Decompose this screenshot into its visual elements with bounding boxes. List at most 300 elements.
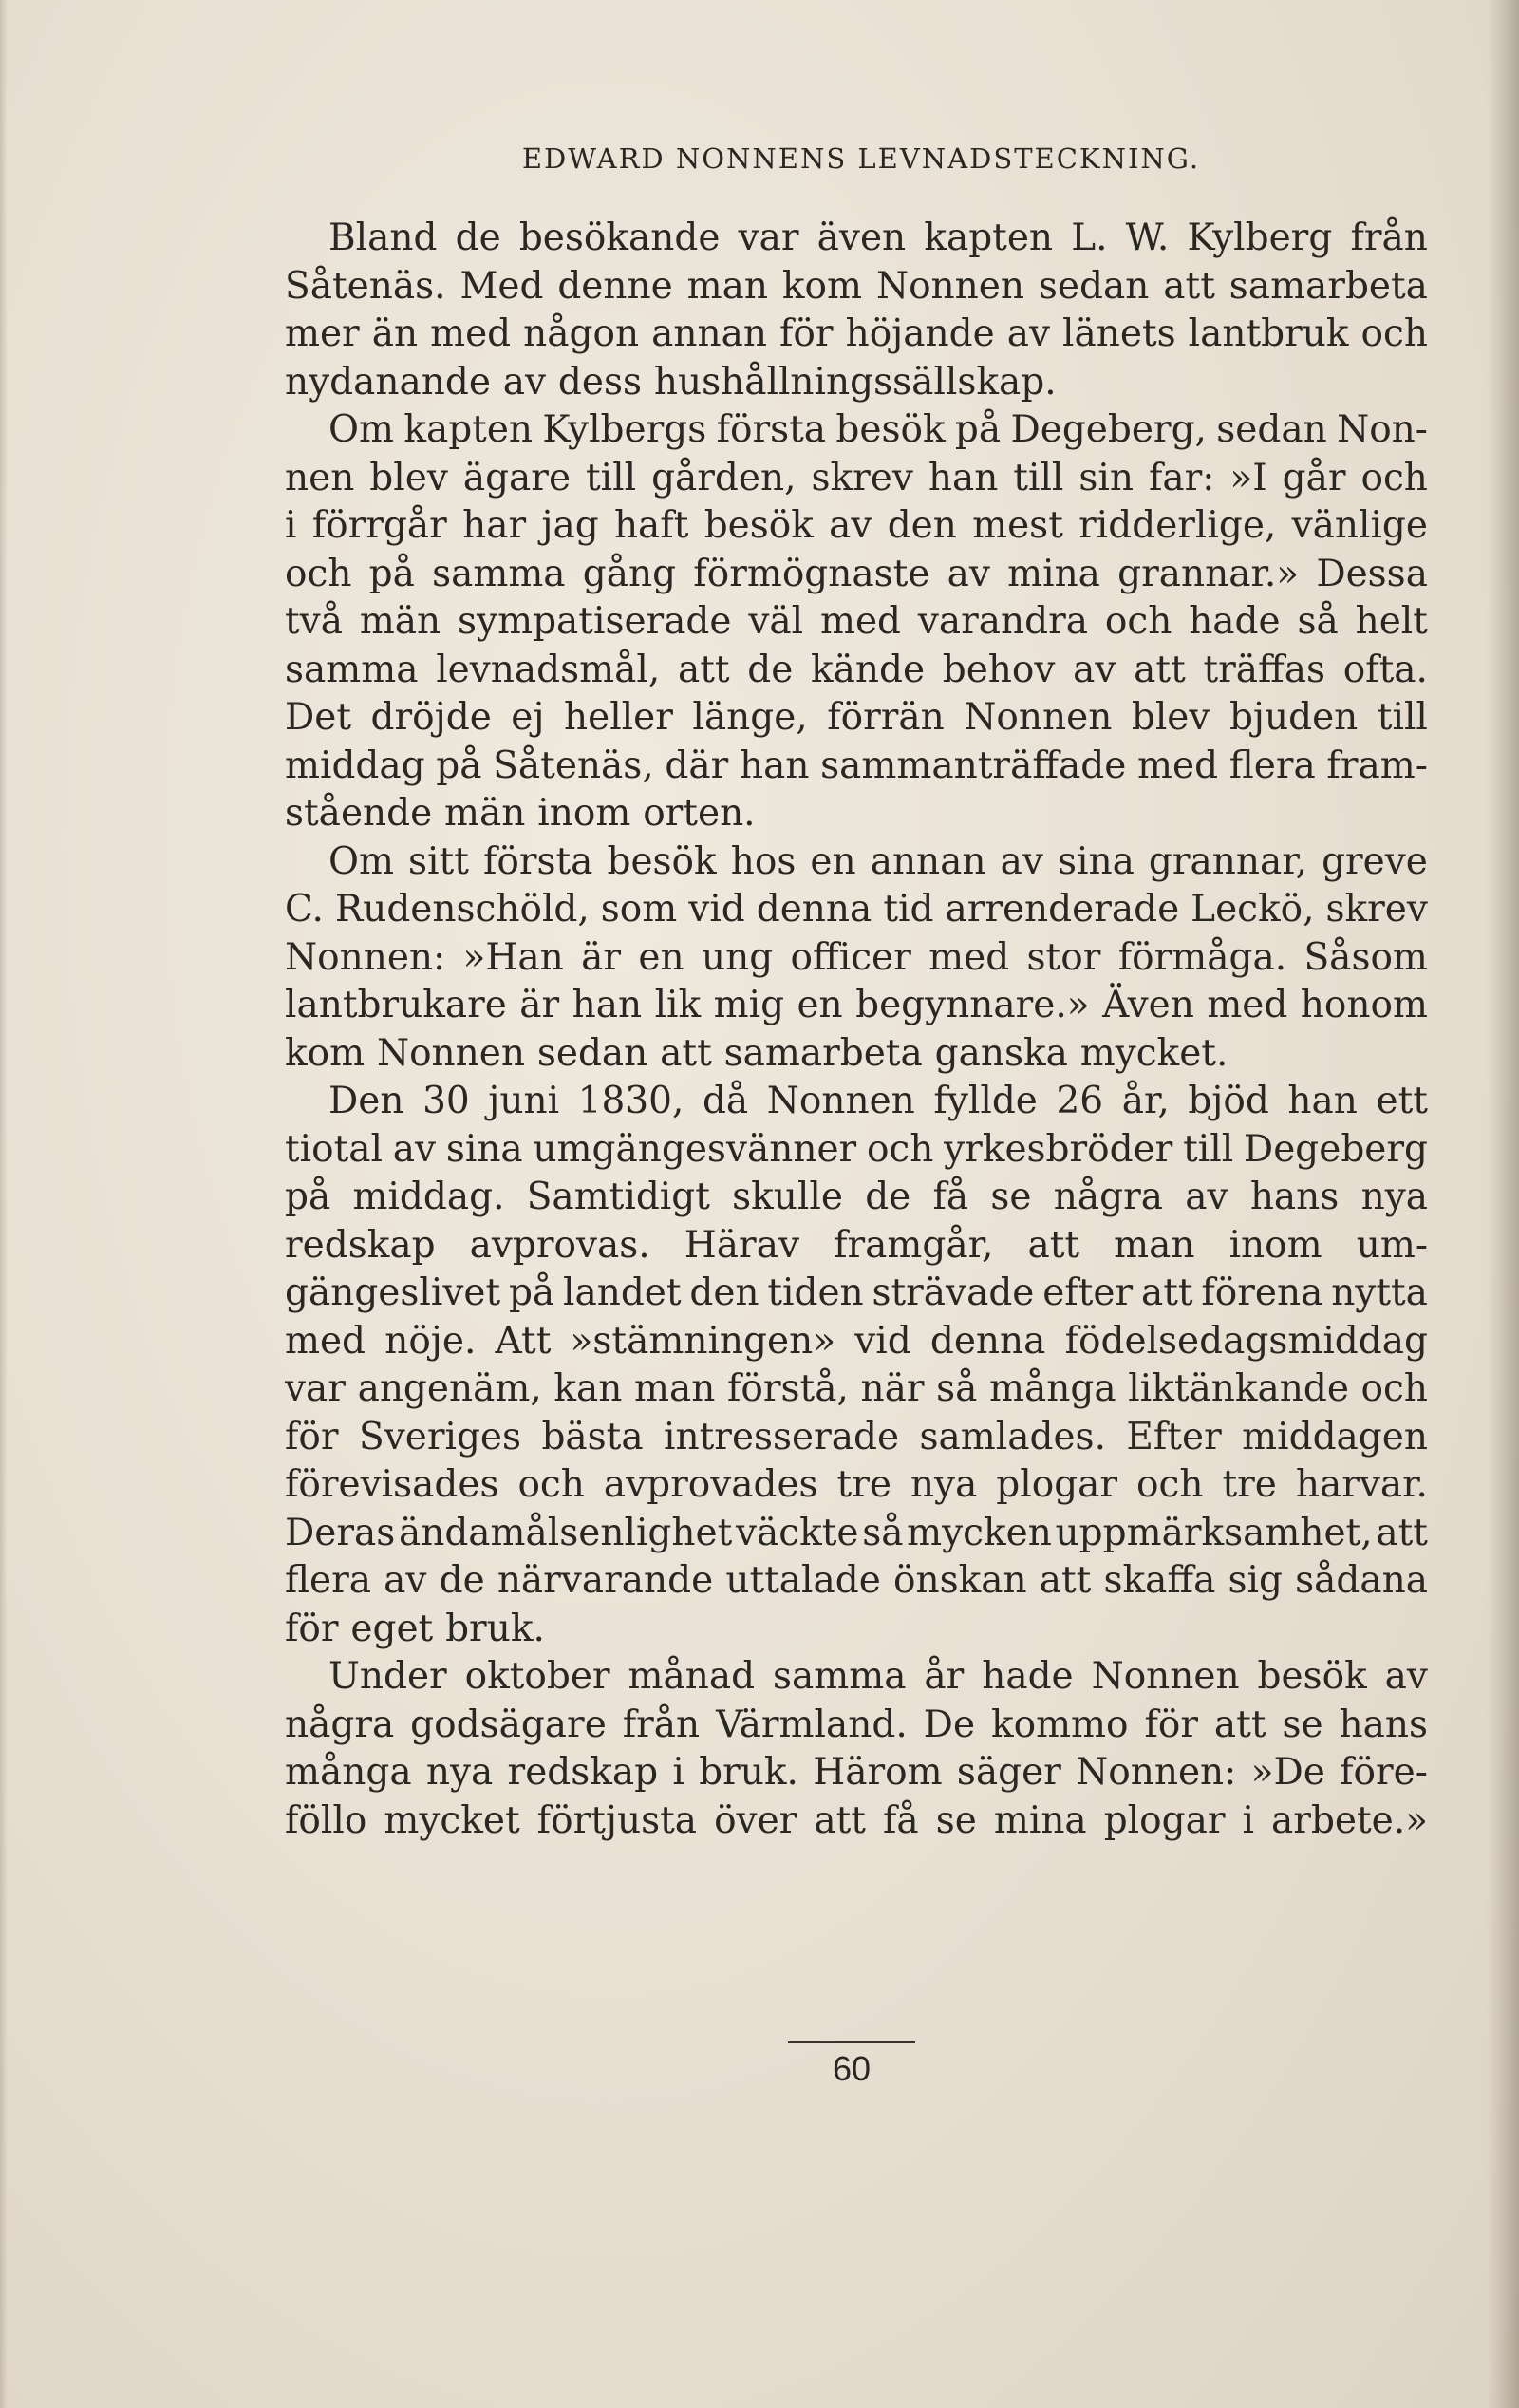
word: C. [285, 888, 324, 931]
text-line [285, 1078, 1428, 1126]
word: eget [350, 1607, 434, 1650]
footer-rule [788, 2041, 915, 2043]
word: de [439, 1559, 485, 1602]
word: en [797, 984, 843, 1026]
text-line [285, 982, 1428, 1030]
word: förmåga. [1117, 935, 1287, 979]
text-line [285, 598, 1428, 647]
word: tre [1222, 1463, 1277, 1506]
word: att [1163, 264, 1215, 308]
word: Nonnen: [1076, 1751, 1237, 1794]
word: honom [1300, 984, 1428, 1026]
word: helt [1355, 600, 1428, 643]
text-line [285, 1270, 1428, 1318]
word: många [285, 1751, 412, 1794]
word: avprovades [603, 1463, 818, 1506]
word: inom [1228, 1223, 1322, 1267]
word: De [923, 1703, 976, 1746]
word: Bland [328, 216, 438, 259]
word: strävade [872, 1271, 1035, 1314]
word: när [860, 1367, 925, 1410]
word: Värmland. [716, 1703, 908, 1746]
word: många [989, 1367, 1116, 1410]
word: hushållningssällskap. [653, 360, 1057, 404]
word: arrenderade [945, 888, 1180, 931]
word: nydanande [285, 360, 491, 404]
word: middag. [352, 1176, 505, 1218]
word: Även [1102, 984, 1194, 1026]
word: Sveriges [359, 1415, 522, 1458]
text-line [285, 647, 1428, 695]
word: för [1144, 1703, 1198, 1746]
word: tiden [767, 1271, 864, 1314]
word: att [1039, 1559, 1092, 1602]
text-line [285, 455, 1428, 503]
word: höjande [845, 312, 995, 355]
word: Nonnen [766, 1080, 915, 1122]
word: närvarande [497, 1559, 714, 1602]
word: hans [1339, 1703, 1428, 1746]
word: annan [870, 839, 986, 883]
word: vid [854, 1319, 911, 1363]
word: nya [1360, 1176, 1428, 1218]
word: för [779, 312, 834, 355]
text-line [285, 551, 1428, 599]
word: se [990, 1176, 1032, 1218]
word: inom [537, 792, 631, 835]
word: Non- [1337, 408, 1428, 451]
word: av [502, 360, 547, 404]
text-line [285, 263, 1428, 311]
word: ung [701, 935, 774, 979]
word: Såtenäs, [493, 743, 654, 787]
word: Om [328, 839, 394, 883]
word: redskap [507, 1751, 659, 1794]
word: Såsom [1303, 935, 1428, 979]
word: att [814, 1798, 866, 1842]
word: ofta. [1342, 648, 1428, 691]
word: lantbruk [1188, 312, 1349, 355]
text-line [285, 1653, 1428, 1702]
word: ändamålsenlighet [398, 1511, 733, 1554]
word: Nonnen [1091, 1655, 1240, 1698]
word: man [686, 264, 768, 308]
word: mina [1007, 552, 1100, 595]
word: Samtidigt [526, 1176, 710, 1218]
text-line [285, 1606, 1428, 1654]
word: mycken [907, 1511, 1052, 1554]
text-line [285, 1749, 1428, 1797]
word: Härav [684, 1223, 799, 1267]
word: yrkesbröder [944, 1127, 1173, 1171]
word: till [586, 456, 637, 499]
word: att [1140, 1271, 1193, 1314]
text-line [285, 1365, 1428, 1414]
running-head: EDWARD NONNENS LEVNADSTECKNING. [521, 142, 1201, 175]
word: att [660, 1031, 712, 1075]
word: till [1013, 456, 1064, 499]
word: grannar, [1148, 839, 1307, 883]
text-line [285, 790, 1428, 838]
word: man [1114, 1223, 1195, 1267]
word: förmögnaste [693, 552, 930, 595]
word: till [1377, 696, 1428, 739]
word: i [1242, 1798, 1255, 1842]
word: besök [607, 839, 717, 883]
word: liktänkande [1128, 1367, 1349, 1410]
word: besök [835, 408, 946, 451]
word: bjuden [1228, 696, 1359, 739]
word: Kylbergs [542, 408, 707, 451]
word: 30 [422, 1080, 470, 1122]
word: förrgår [311, 504, 447, 547]
word: »Han [462, 935, 564, 979]
word: grannar.» [1117, 552, 1300, 595]
word: umgängesvänner [533, 1127, 857, 1171]
word: samarbeta [1228, 264, 1428, 308]
word: kom [781, 264, 863, 308]
word: skrev [1325, 888, 1428, 931]
word: föllo [285, 1798, 367, 1842]
word: år, [1121, 1080, 1170, 1122]
word: förtjusta [536, 1798, 698, 1842]
word: kan [553, 1367, 623, 1410]
word: mina [993, 1798, 1087, 1842]
word: så [862, 1511, 904, 1554]
word: att [1027, 1223, 1080, 1267]
word: Degeberg [1243, 1127, 1428, 1171]
word: skrev [811, 456, 913, 499]
word: av [1073, 648, 1116, 691]
word: varandra [917, 600, 1089, 643]
word: nöje. [384, 1319, 477, 1363]
word: Under [328, 1655, 447, 1698]
text-line [285, 838, 1428, 887]
word: ridderlige, [1078, 504, 1277, 547]
word: första [482, 839, 593, 883]
word: Nonnen [376, 1031, 525, 1075]
word: Dessa [1316, 552, 1428, 595]
word: jag [541, 504, 599, 547]
word: mig [713, 984, 785, 1026]
word: av [384, 1559, 427, 1602]
text-line [285, 1702, 1428, 1750]
word: han [928, 456, 999, 499]
word: av [1000, 839, 1043, 883]
word: han [572, 984, 643, 1026]
word: gång [582, 552, 677, 595]
body-text [285, 215, 1428, 1845]
word: har [462, 504, 527, 547]
word: samlades. [919, 1415, 1106, 1458]
word: Det [285, 696, 352, 739]
word: han [1287, 1080, 1358, 1122]
word: framgår, [834, 1223, 994, 1267]
word: månad [628, 1655, 756, 1698]
word: nya [910, 1463, 978, 1506]
word: stor [1026, 935, 1101, 979]
word: med [1137, 743, 1219, 787]
word: L. [1071, 216, 1108, 259]
word: kapten [403, 408, 534, 451]
word: Nonnen [964, 696, 1113, 739]
word: heller [564, 696, 673, 739]
word: arbete.» [1271, 1798, 1428, 1842]
word: med [819, 600, 901, 643]
page-number: 60 [832, 2049, 872, 2088]
word: de [865, 1176, 911, 1218]
word: mycket. [1079, 1031, 1228, 1075]
word: fram- [1326, 743, 1428, 787]
word: ganska [934, 1031, 1068, 1075]
text-line [285, 1222, 1428, 1270]
word: ej [511, 696, 545, 739]
text-line [285, 1461, 1428, 1510]
text-line [285, 934, 1428, 983]
word: orten. [643, 792, 756, 835]
word: sina [1057, 839, 1135, 883]
word: på [368, 552, 415, 595]
text-line [285, 406, 1428, 455]
word: på [954, 408, 1002, 451]
word: angenäm, [357, 1367, 542, 1410]
word: även [816, 216, 907, 259]
word: besök [703, 504, 814, 547]
word: samma [772, 1655, 907, 1698]
word: avprovas. [469, 1223, 650, 1267]
word: blev [369, 456, 448, 499]
text-line [285, 1797, 1428, 1846]
word: och [1104, 600, 1172, 643]
word: kom [285, 1031, 366, 1075]
word: och [1360, 312, 1428, 355]
word: Härom [813, 1751, 943, 1794]
word: sådana [1295, 1559, 1428, 1602]
word: förstå, [726, 1367, 849, 1410]
word: begynnare.» [855, 984, 1090, 1026]
word: några [1053, 1176, 1164, 1218]
text-line [285, 310, 1428, 359]
word: med [1207, 984, 1288, 1026]
word: i [285, 504, 297, 547]
word: denna [929, 1319, 1046, 1363]
word: Den [328, 1080, 404, 1122]
word: och [866, 1127, 934, 1171]
word: är [581, 935, 622, 979]
text-line [285, 1174, 1428, 1222]
word: från [1350, 216, 1428, 259]
word: sympatiserade [458, 600, 732, 643]
word: plogar [996, 1463, 1118, 1506]
word: att [677, 648, 730, 691]
word: Nonnen: [285, 935, 446, 979]
word: än [371, 312, 419, 355]
word: intresserade [664, 1415, 900, 1458]
text-line [285, 1030, 1428, 1079]
word: av [947, 552, 990, 595]
word: middagen [1242, 1415, 1428, 1458]
word: Kylberg [1187, 216, 1333, 259]
word: juni [488, 1080, 560, 1122]
word: skaffa [1103, 1559, 1216, 1602]
word: förena [1201, 1271, 1323, 1314]
word: några [285, 1703, 395, 1746]
text-line [285, 502, 1428, 551]
text-line [285, 1414, 1428, 1462]
word: i [672, 1751, 684, 1794]
word: före- [1340, 1751, 1428, 1794]
word: förrän [827, 696, 945, 739]
text-block [285, 142, 1428, 1845]
word: med [285, 1319, 366, 1363]
word: samma [285, 648, 419, 691]
word: gården, [651, 456, 797, 499]
word: bruk. [445, 1607, 545, 1650]
word: samma [432, 552, 566, 595]
word: säger [956, 1751, 1061, 1794]
word: de [747, 648, 794, 691]
word: bjöd [1188, 1080, 1269, 1122]
word: han [739, 743, 810, 787]
word: Om [328, 408, 394, 451]
word: behov [942, 648, 1056, 691]
word: till [1183, 1127, 1234, 1171]
text-line [285, 1126, 1428, 1175]
word: uppmärksamhet, [1055, 1511, 1373, 1554]
word: en [810, 839, 856, 883]
word: år [924, 1655, 965, 1698]
text-line [285, 359, 1428, 407]
word: så [936, 1367, 978, 1410]
word: haft [613, 504, 689, 547]
word: hans [1249, 1176, 1340, 1218]
word: Nonnen [875, 264, 1024, 308]
word: godsägare [410, 1703, 607, 1746]
word: Deras [285, 1511, 396, 1554]
word: landet [562, 1271, 682, 1314]
word: skulle [732, 1176, 843, 1218]
word: av [1006, 312, 1050, 355]
word: nen [285, 456, 355, 499]
word: någon [523, 312, 640, 355]
word: Såtenäs. [285, 264, 446, 308]
word: få [883, 1798, 919, 1842]
word: vid [688, 888, 745, 931]
word: där [665, 743, 729, 787]
word: 26 [1056, 1080, 1104, 1122]
page-right-edge-shadow [1487, 0, 1519, 2408]
text-line [285, 1318, 1428, 1366]
word: på [285, 1176, 331, 1218]
word: sin [1078, 456, 1134, 499]
word: mycket [384, 1798, 520, 1842]
word: blev [1131, 696, 1210, 739]
word: sina [445, 1127, 523, 1171]
word: går [1282, 456, 1346, 499]
word: fyllde [933, 1080, 1038, 1122]
word: tiotal [285, 1127, 384, 1171]
word: ägare [462, 456, 572, 499]
word: um- [1356, 1223, 1428, 1267]
word: denna [756, 888, 872, 931]
word: sedan [1038, 264, 1150, 308]
word: på [508, 1271, 555, 1314]
word: W. [1125, 216, 1170, 259]
word: länge, [692, 696, 808, 739]
word: Att [495, 1319, 552, 1363]
word: den [887, 504, 957, 547]
word: middag [285, 743, 425, 787]
word: länets [1062, 312, 1176, 355]
word: tid [883, 888, 934, 931]
word: 1830, [577, 1080, 684, 1122]
word: för [285, 1415, 339, 1458]
word: var [738, 216, 799, 259]
word: väl [748, 600, 804, 643]
word: två [285, 600, 343, 643]
text-line [285, 1510, 1428, 1558]
word: »I [1229, 456, 1267, 499]
word: nytta [1331, 1271, 1428, 1314]
word: bästa [541, 1415, 644, 1458]
word: sedan [1216, 408, 1327, 451]
word: att [1376, 1511, 1428, 1554]
word: man [634, 1367, 716, 1410]
word: och [517, 1463, 585, 1506]
word: ett [1376, 1080, 1428, 1122]
word: far: [1148, 456, 1215, 499]
word: levnadsmål, [436, 648, 661, 691]
word: en [638, 935, 684, 979]
word: förevisades [285, 1463, 499, 1506]
word: flera [285, 1559, 371, 1602]
word: bruk. [699, 1751, 798, 1794]
word: hade [1189, 600, 1281, 643]
text-line [285, 886, 1428, 934]
word: »De [1250, 1751, 1325, 1794]
word: är [519, 984, 560, 1026]
word: få [932, 1176, 969, 1218]
word: och [1136, 1463, 1204, 1506]
word: av [1384, 1655, 1428, 1698]
text-line [285, 694, 1428, 743]
word: se [1282, 1703, 1323, 1746]
word: lantbrukare [285, 984, 507, 1026]
word: dess [557, 360, 642, 404]
word: önskan [892, 1559, 1027, 1602]
word: med [928, 935, 1010, 979]
word: av [1185, 1176, 1228, 1218]
word: vänlige [1291, 504, 1428, 547]
word: män [444, 792, 526, 835]
word: över [714, 1798, 797, 1842]
word: från [622, 1703, 701, 1746]
word: »stämningen» [570, 1319, 836, 1363]
word: att [1134, 648, 1186, 691]
word: greve [1322, 839, 1428, 883]
word: lik [654, 984, 702, 1026]
word: stående [285, 792, 433, 835]
word: på [436, 743, 482, 787]
word: män [359, 600, 441, 643]
word: se [935, 1798, 977, 1842]
text-line [285, 215, 1428, 263]
word: nya [425, 1751, 494, 1794]
word: dröjde [370, 696, 492, 739]
word: den [689, 1271, 760, 1314]
word: Efter [1126, 1415, 1222, 1458]
word: de [455, 216, 501, 259]
